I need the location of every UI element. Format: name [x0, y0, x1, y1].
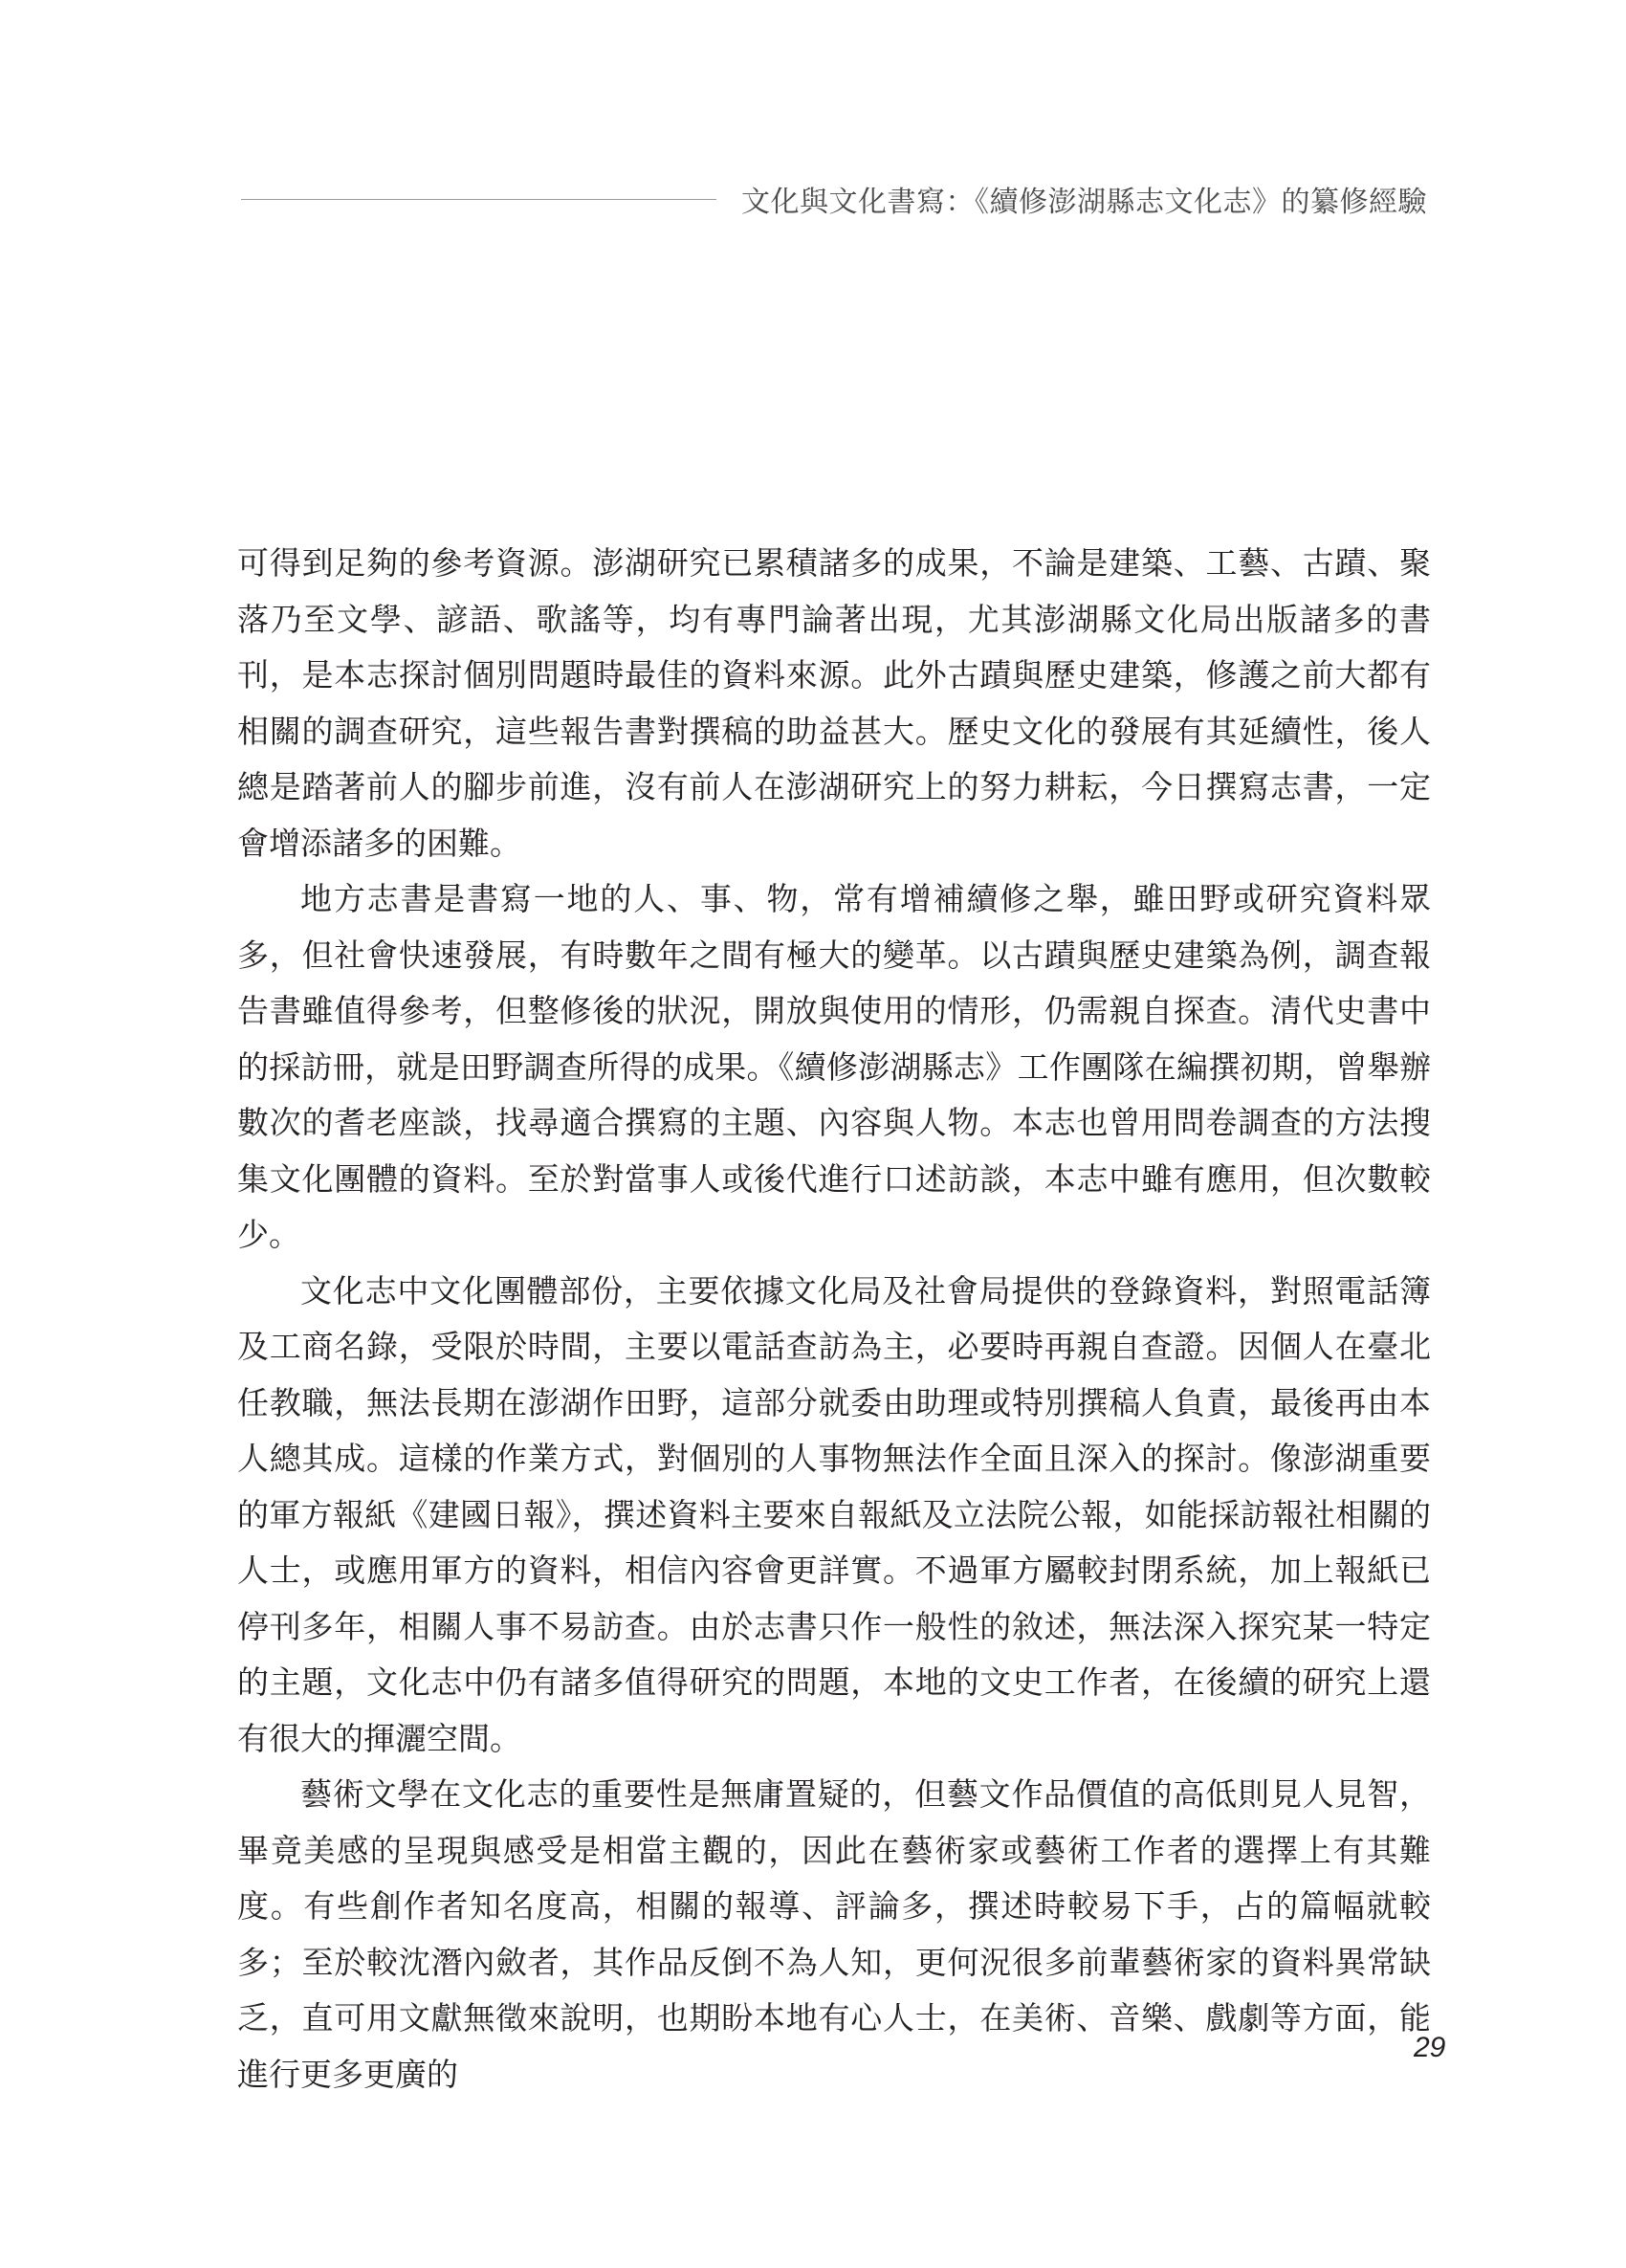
paragraph-3: 文化志中文化團體部份，主要依據文化局及社會局提供的登錄資料，對照電話簿及工商名錄，受限於時間，主要以電話查訪為主，必要時再親自查證。因個人在臺北任教職，無法長期在澎湖作田野，這部分就委由助理或特別撰稿人負責，最後再由本人總其成。這樣的作業方式，對個別的人事物無法作全面且深入的探討。像澎湖重要的軍方報紙《建國日報》，撰述資料主要來自報紙及立法院公報，如能採訪報社相關的人士，或應用軍方的資料，相信內容會更詳實。不過軍方屬較封閉系統，加上報紙已停刊多年，相關人事不易訪查。由於志書只作一般性的敘述，無法深入探究某一特定的主題，文化志中仍有諸多值得研究的問題，本地的文史工作者，在後續的研究上還有很大的揮灑空間。	[237, 1271, 1431, 1757]
header-title: 文化與文化書寫：《續修澎湖縣志文化志》的纂修經驗	[741, 186, 1427, 219]
paragraph-2: 地方志書是書寫一地的人、事、物，常有增補續修之舉，雖田野或研究資料眾多，但社會快速發展，有時數年之間有極大的變革。以古蹟與歷史建築為例，調查報告書雖值得參考，但整修後的狀況，開放與使用的情形，仍需親自探查。清代史書中的採訪冊，就是田野調查所得的成果。《續修澎湖縣志》工作團隊在編撰初期，曾舉辦數次的耆老座談，找尋適合撰寫的主題、內容與人物。本志也曾用問卷調查的方法搜集文化團體的資料。至於對當事人或後代進行口述訪談，本志中雖有應用，但次數較少。	[237, 880, 1431, 1253]
paragraph-1: 可得到足夠的參考資源。澎湖研究已累積諸多的成果，不論是建築、工藝、古蹟、聚落乃至文學、諺語、歌謠等，均有專門論著出現，尤其澎湖縣文化局出版諸多的書刊，是本志探討個別問題時最佳的資料來源。此外古蹟與歷史建築，修護之前大都有相關的調查研究，這些報告書對撰稿的助益甚大。歷史文化的發展有其延續性，後人總是踏著前人的腳步前進，沒有前人在澎湖研究上的努力耕耘，今日撰寫志書，一定會增添諸多的困難。	[237, 544, 1431, 862]
header-rule	[241, 199, 716, 200]
running-header	[241, 178, 1427, 220]
paragraph-4: 藝術文學在文化志的重要性是無庸置疑的，但藝文作品價值的高低則見人見智，畢竟美感的呈現與感受是相當主觀的，因此在藝術家或藝術工作者的選擇上有其難度。有些創作者知名度高，相關的報導、評論多，撰述時較易下手，占的篇幅就較多；至於較沈潛內斂者，其作品反倒不為人知，更何況很多前輩藝術家的資料異常缺乏，直可用文獻無徵來說明，也期盼本地有心人士，在美術、音樂、戲劇等方面，能進行更多更廣的	[237, 1775, 1431, 2093]
page-number: 29	[1414, 2032, 1446, 2063]
body-text	[237, 536, 1431, 2103]
